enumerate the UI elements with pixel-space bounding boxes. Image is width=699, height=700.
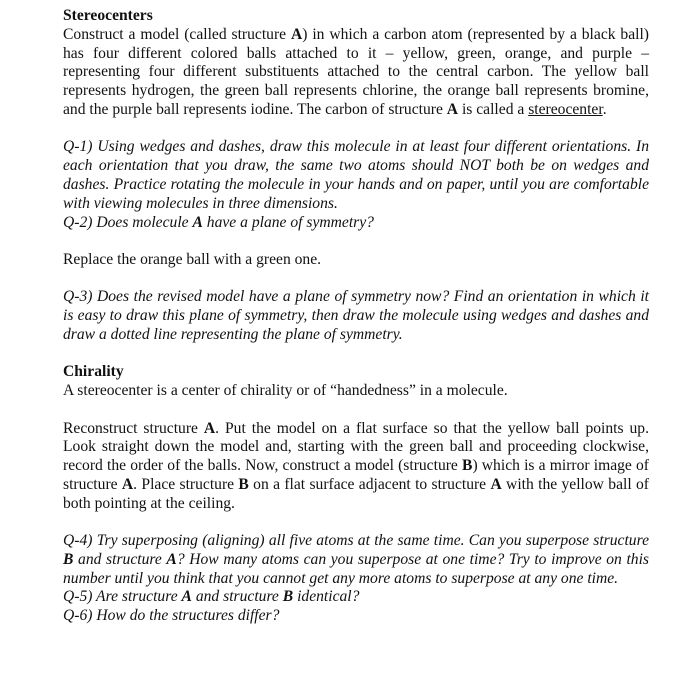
structure-label: A (490, 475, 502, 493)
chirality-intro: A stereocenter is a center of chirality or of “handedness” in a molecule. (63, 382, 508, 400)
structure-label: A (181, 588, 192, 606)
text: ) in which a carbon atom (represented by a black ball) has four different colored balls attached to it – yellow, green, orange, and purple – representing four different substituents attached to the central carbon. The yellow ball represents hydrogen, the green ball represents chlorine, the orange ball represents bromine, and the purple ball represents iodine. The carbon of structure (63, 25, 649, 118)
question-3: Q-3) Does the revised model have a plane of symmetry now? Find an orientation in which it is easy to draw this plane of symmetry, then draw the molecule using wedges and dashes and draw a dotted line representing the plane of symmetry. (63, 288, 649, 343)
paragraph-reconstruct (63, 420, 649, 514)
structure-label: A (203, 419, 216, 437)
text: on a flat surface adjacent to structure (248, 475, 491, 493)
text: Q-4) Try superposing (aligning) all five atoms at the same time. Can you superpose structure (63, 532, 649, 550)
structure-label: A (192, 213, 203, 231)
document (63, 7, 649, 626)
question-6: Q-6) How do the structures differ? (63, 607, 280, 625)
text: . Put the model on a flat surface so that the yellow ball points up. Look straight down the model and, starting with the green ball and proceeding clockwise, record the order of the balls. Now, construct a model (structure (63, 419, 649, 475)
structure-label: B (462, 457, 473, 475)
text: Q-5) Are structure (63, 588, 182, 606)
text: . Place structure (133, 475, 239, 493)
text: ) which is a mirror image of structure (63, 457, 649, 493)
structure-label: B (63, 550, 74, 568)
text: Reconstruct structure (63, 419, 204, 437)
term-stereocenter: stereocenter (528, 100, 603, 118)
text: Q-2) Does molecule (63, 213, 193, 231)
question-1: Q-1) Using wedges and dashes, draw this molecule in at least four different orientations. In each orientation that you draw, the same two atoms should NOT both be on wedges and dashes. Practice rotating the molecule in your hands and on paper, until you are comfortable with viewing molecules in three dimensions. (63, 138, 649, 212)
structure-label: B (282, 588, 294, 606)
text: is called a (458, 100, 529, 118)
text: and structure (73, 550, 167, 568)
question-2 (63, 214, 649, 233)
structure-label: A (446, 100, 459, 118)
section-heading-chirality: Chirality (63, 363, 124, 381)
instruction-replace: Replace the orange ball with a green one. (63, 250, 322, 268)
structure-label: A (290, 25, 303, 43)
structure-label: B (238, 475, 249, 493)
section-heading-stereocenters: Stereocenters (63, 7, 153, 24)
text: identical? (293, 588, 360, 606)
text: have a plane of symmetry? (202, 213, 374, 231)
structure-label: A (166, 550, 177, 568)
question-4 (63, 532, 649, 588)
question-5 (63, 588, 649, 607)
paragraph-construct-model (63, 26, 649, 120)
text: Construct a model (called structure (63, 25, 291, 43)
structure-label: A (121, 475, 134, 493)
text: . (602, 100, 607, 118)
text: ? How many atoms can you superpose at one time? Try to improve on this number until you think that you cannot get any more atoms to superpose at any one time. (63, 550, 649, 587)
text: and structure (191, 588, 283, 606)
text: with the yellow ball of both pointing at the ceiling. (63, 475, 649, 512)
